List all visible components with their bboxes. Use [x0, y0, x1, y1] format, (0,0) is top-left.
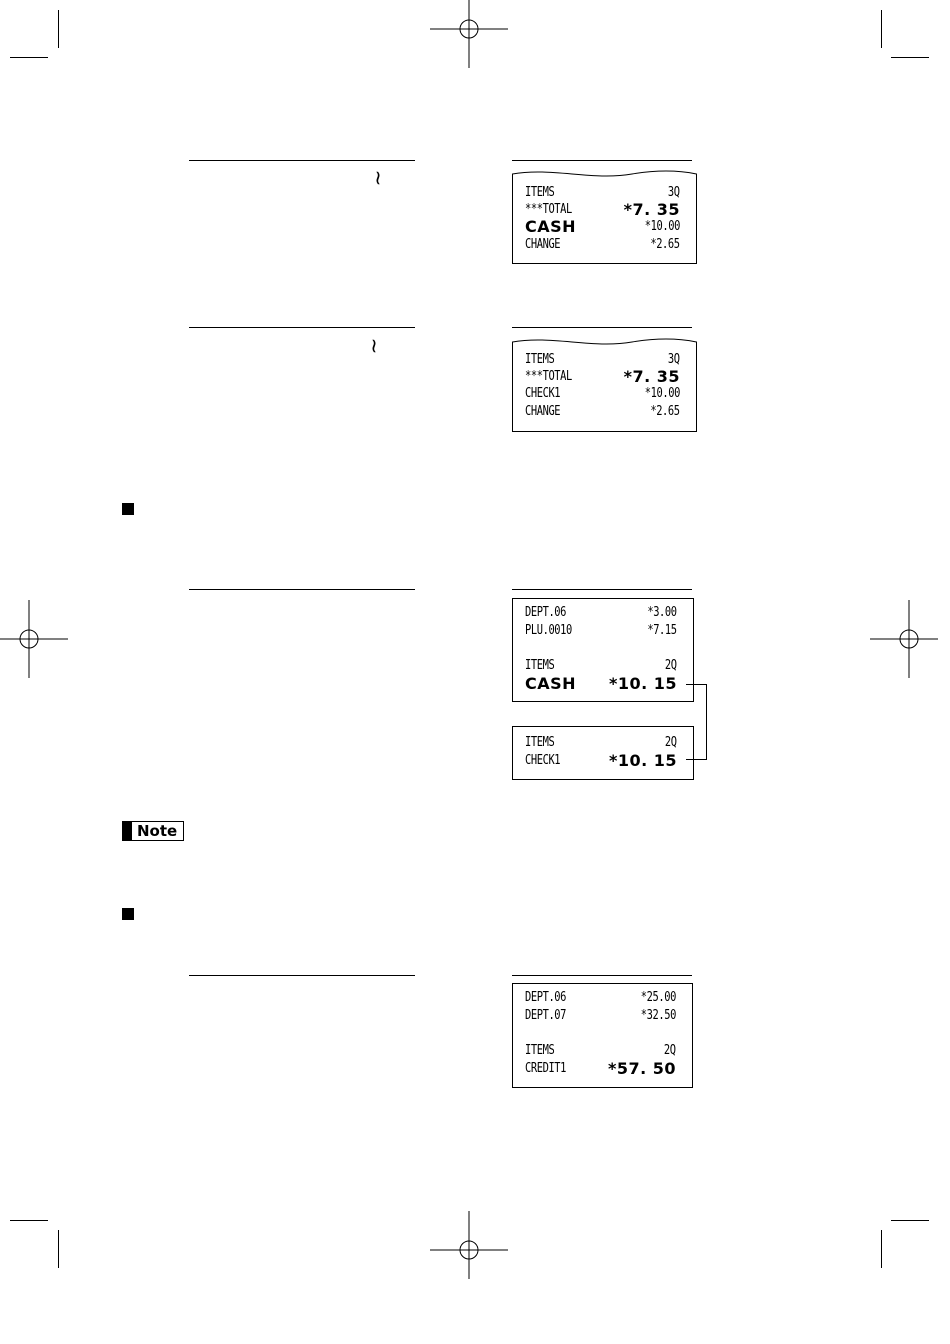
receipt — [512, 598, 694, 702]
receipt-line: DEPT.07 *32.50 — [525, 1008, 676, 1023]
crop-mark — [10, 57, 48, 58]
registration-mark-icon — [0, 600, 68, 678]
crop-mark — [58, 1230, 59, 1268]
crop-mark — [881, 10, 882, 48]
tilde-mark: ~ — [366, 169, 391, 187]
receipt — [512, 983, 693, 1088]
section-bullet — [122, 503, 134, 515]
note-label — [122, 821, 184, 841]
registration-mark-icon — [870, 600, 948, 678]
bracket-connector — [686, 680, 710, 764]
key-operation-rule — [189, 160, 415, 161]
receipt-line: DEPT.06 *25.00 — [525, 990, 676, 1005]
print-rule — [512, 975, 692, 976]
receipt-line: ITEMS 2Q — [525, 735, 677, 750]
receipt-line: ITEMS 2Q — [525, 1043, 676, 1058]
key-operation-rule — [189, 589, 415, 590]
crop-mark — [58, 10, 59, 48]
receipt-line: ITEMS 3Q — [525, 352, 680, 367]
receipt-line: PLU.0010 *7.15 — [525, 623, 677, 638]
key-operation-rule — [189, 327, 415, 328]
receipt-line: DEPT.06 *3.00 — [525, 605, 677, 620]
print-rule — [512, 160, 692, 161]
print-rule — [512, 589, 692, 590]
receipt-line: CREDIT1 *57. 50 — [525, 1059, 676, 1078]
receipt-line: CASH *10.00 — [525, 217, 680, 236]
receipt-line: CHECK1 *10. 15 — [525, 751, 677, 770]
registration-mark-icon — [430, 1211, 508, 1289]
receipt-line: ITEMS 3Q — [525, 185, 680, 200]
print-rule — [512, 327, 692, 328]
registration-mark-icon — [430, 0, 508, 68]
tilde-mark: ~ — [362, 337, 387, 355]
receipt-line: ***TOTAL *7. 35 — [525, 200, 680, 219]
receipt — [512, 726, 694, 780]
receipt-line: ITEMS 2Q — [525, 658, 677, 673]
receipt-line: CHANGE *2.65 — [525, 237, 680, 252]
crop-mark — [881, 1230, 882, 1268]
receipt-line: ***TOTAL *7. 35 — [525, 367, 680, 386]
receipt — [512, 348, 697, 432]
key-operation-rule — [189, 975, 415, 976]
crop-mark — [891, 1220, 929, 1221]
note-text: Note — [137, 822, 178, 840]
note-bar — [123, 822, 132, 840]
crop-mark — [10, 1220, 48, 1221]
receipt — [512, 180, 697, 264]
receipt-line: CHECK1 *10.00 — [525, 386, 680, 401]
receipt-line: CASH *10. 15 — [525, 674, 677, 693]
crop-mark — [891, 57, 929, 58]
receipt-line: CHANGE *2.65 — [525, 404, 680, 419]
section-bullet — [122, 908, 134, 920]
